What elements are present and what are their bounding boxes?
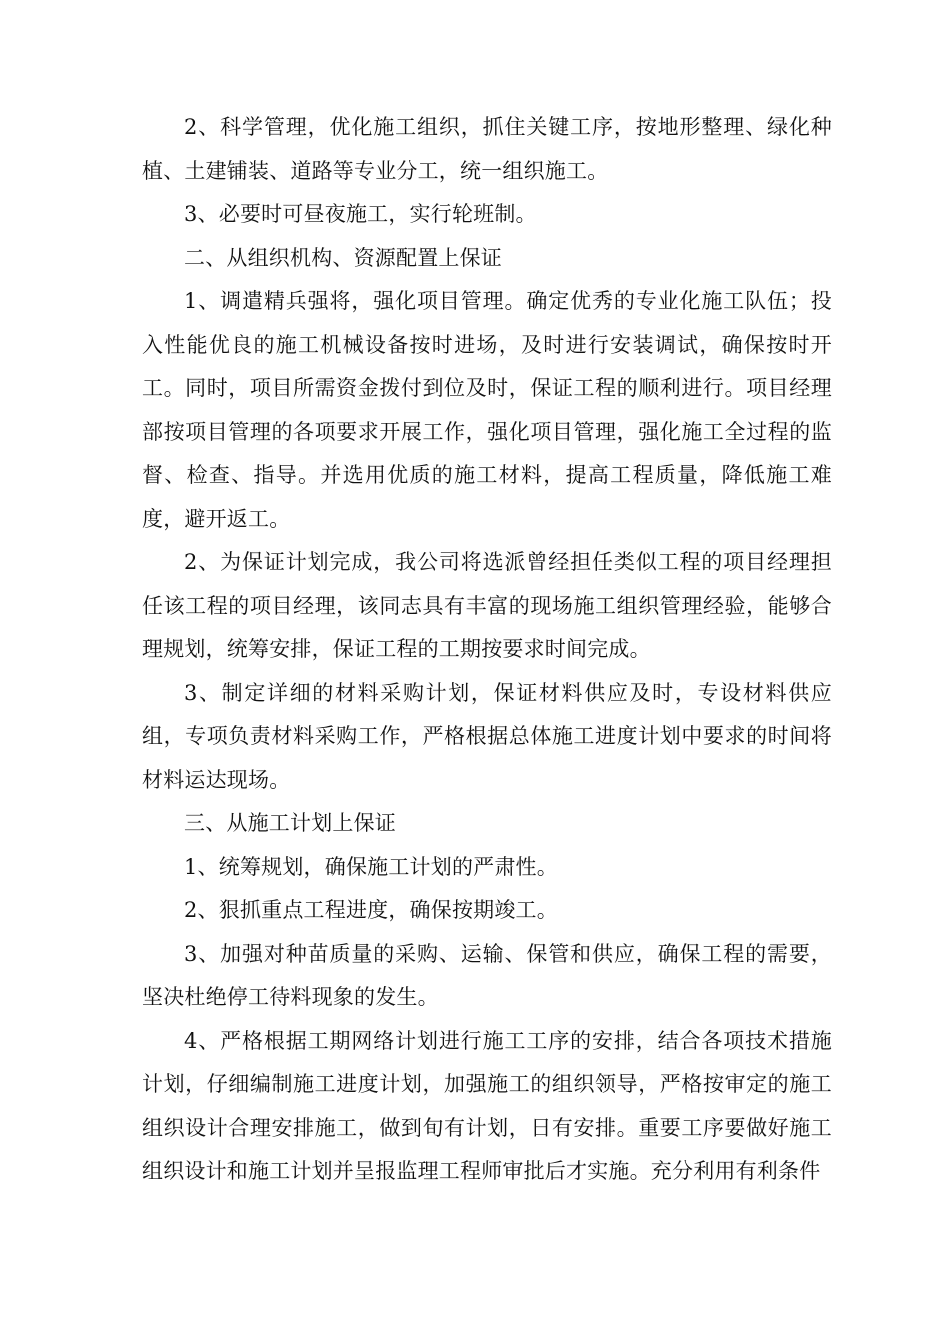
paragraph-6: 3、制定详细的材料采购计划，保证材料供应及时，专设材料供应组，专项负责材料采购工作，严格根据总体施工进度计划中要求的时间将材料运达现场。 bbox=[142, 680, 832, 792]
document-body bbox=[142, 106, 832, 1194]
section-heading-2: 二、从组织机构、资源配置上保证 bbox=[184, 245, 502, 270]
paragraph-8: 1、统筹规划，确保施工计划的严肃性。 bbox=[184, 854, 558, 879]
paragraph-11: 4、严格根据工期网络计划进行施工工序的安排，结合各项技术措施计划，仔细编制施工进度计划，加强施工的组织领导，严格按审定的施工组织设计合理安排施工，做到旬有计划，日有安排。重要工序要做好施工组织设计和施工计划并呈报监理工程师审批后才实施。充分利用有利条件 bbox=[142, 1028, 832, 1183]
paragraph-5: 2、为保证计划完成，我公司将选派曾经担任类似工程的项目经理担任该工程的项目经理，该同志具有丰富的现场施工组织管理经验，能够合理规划，统筹安排，保证工程的工期按要求时间完成。 bbox=[142, 550, 832, 661]
paragraph-1: 2、科学管理，优化施工组织，抓住关键工序，按地形整理、绿化种植、土建铺装、道路等专业分工，统一组织施工。 bbox=[142, 115, 832, 183]
section-heading-3: 三、从施工计划上保证 bbox=[184, 811, 396, 835]
paragraph-2: 3、必要时可昼夜施工，实行轮班制。 bbox=[184, 202, 537, 226]
paragraph-4: 1、调遣精兵强将，强化项目管理。确定优秀的专业化施工队伍；投入性能优良的施工机械设备按时进场，及时进行安装调试，确保按时开工。同时，项目所需资金拨付到位及时，保证工程的顺利进行。项目经理部按项目管理的各项要求开展工作，强化项目管理，强化施工全过程的监督、检查、指导。并选用优质的施工材料，提高工程质量，降低施工难度，避开返工。 bbox=[142, 289, 832, 531]
paragraph-9: 2、狠抓重点工程进度，确保按期竣工。 bbox=[184, 898, 558, 922]
paragraph-10: 3、加强对种苗质量的采购、运输、保管和供应，确保工程的需要，坚决杜绝停工待料现象的发生。 bbox=[142, 941, 832, 1009]
